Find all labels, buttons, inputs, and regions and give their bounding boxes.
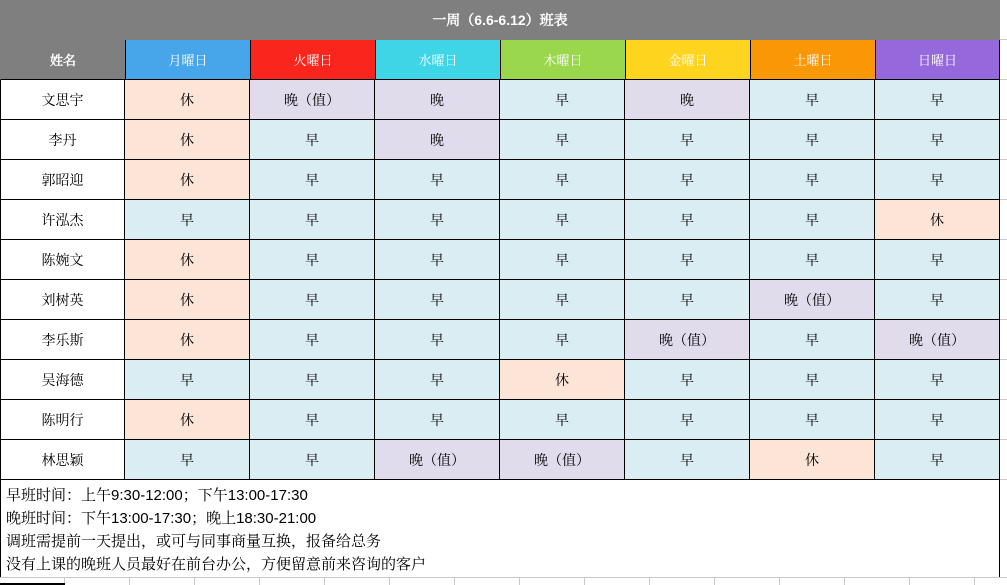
note-morning-shift-hours[interactable]: 早班时间：上午9:30-12:00；下午13:00-17:30 <box>6 487 308 504</box>
note-front-desk-rule[interactable]: 没有上课的晚班人员最好在前台办公，方便留意前来咨询的客户 <box>6 556 427 573</box>
table-row <box>0 200 1000 240</box>
shift-cell[interactable]: 早 <box>875 240 1000 280</box>
shift-cell[interactable]: 休 <box>875 200 1000 240</box>
employee-name-cell[interactable]: 陈明行 <box>0 400 125 440</box>
employee-name-cell[interactable]: 李丹 <box>0 120 125 160</box>
shift-cell[interactable]: 早 <box>875 280 1000 320</box>
shift-cell[interactable]: 早 <box>500 120 625 160</box>
shift-cell[interactable]: 早 <box>625 160 750 200</box>
shift-cell[interactable]: 早 <box>625 280 750 320</box>
bottom-gridline-strip <box>0 578 1007 585</box>
shift-cell[interactable]: 早 <box>500 80 625 120</box>
name-column-header[interactable]: 姓名 <box>0 40 125 80</box>
shift-cell[interactable]: 早 <box>250 280 375 320</box>
shift-cell[interactable]: 晚（值） <box>250 80 375 120</box>
shift-cell[interactable]: 晚（值） <box>750 280 875 320</box>
shift-cell[interactable]: 早 <box>375 360 500 400</box>
shift-cell[interactable]: 休 <box>125 80 250 120</box>
employee-name-cell[interactable]: 陈婉文 <box>0 240 125 280</box>
day-header-sunday[interactable]: 日曜日 <box>875 40 1000 80</box>
day-header-saturday[interactable]: 土曜日 <box>750 40 875 80</box>
shift-cell[interactable]: 晚（值） <box>625 320 750 360</box>
shift-cell[interactable]: 早 <box>625 240 750 280</box>
shift-cell[interactable]: 早 <box>500 400 625 440</box>
schedule-title[interactable]: 一周（6.6-6.12）班表 <box>0 0 1000 40</box>
shift-cell[interactable]: 早 <box>375 240 500 280</box>
shift-cell[interactable]: 早 <box>375 160 500 200</box>
shift-cell[interactable]: 早 <box>250 400 375 440</box>
shift-cell[interactable]: 早 <box>250 360 375 400</box>
shift-cell[interactable]: 早 <box>875 440 1000 480</box>
shift-cell[interactable]: 早 <box>250 120 375 160</box>
table-row <box>0 240 1000 280</box>
shift-cell[interactable]: 晚（值） <box>375 440 500 480</box>
table-row <box>0 360 1000 400</box>
employee-name-cell[interactable]: 许泓杰 <box>0 200 125 240</box>
shift-cell[interactable]: 休 <box>125 160 250 200</box>
shift-cell[interactable]: 早 <box>625 400 750 440</box>
employee-name-cell[interactable]: 郭昭迎 <box>0 160 125 200</box>
shift-cell[interactable]: 早 <box>125 200 250 240</box>
shift-cell[interactable]: 早 <box>875 120 1000 160</box>
shift-cell[interactable]: 早 <box>375 400 500 440</box>
shift-cell[interactable]: 休 <box>125 120 250 160</box>
shift-cell[interactable]: 早 <box>250 200 375 240</box>
shift-cell[interactable]: 早 <box>500 320 625 360</box>
table-row <box>0 160 1000 200</box>
shift-cell[interactable]: 早 <box>500 200 625 240</box>
shift-cell[interactable]: 早 <box>625 200 750 240</box>
employee-name-cell[interactable]: 吴海德 <box>0 360 125 400</box>
table-row <box>0 320 1000 360</box>
shift-cell[interactable]: 早 <box>375 280 500 320</box>
shift-cell[interactable]: 休 <box>750 440 875 480</box>
shift-cell[interactable]: 早 <box>500 240 625 280</box>
shift-cell[interactable]: 早 <box>250 160 375 200</box>
day-header-monday[interactable]: 月曜日 <box>125 40 250 80</box>
shift-cell[interactable]: 早 <box>125 360 250 400</box>
employee-name-cell[interactable]: 林思颖 <box>0 440 125 480</box>
day-header-friday[interactable]: 金曜日 <box>625 40 750 80</box>
shift-cell[interactable]: 晚（值） <box>500 440 625 480</box>
shift-cell[interactable]: 早 <box>250 240 375 280</box>
shift-cell[interactable]: 早 <box>750 240 875 280</box>
day-header-wednesday[interactable]: 水曜日 <box>375 40 500 80</box>
shift-cell[interactable]: 早 <box>625 440 750 480</box>
shift-cell[interactable]: 早 <box>250 440 375 480</box>
employee-name-cell[interactable]: 刘树英 <box>0 280 125 320</box>
shift-cell[interactable]: 早 <box>875 360 1000 400</box>
table-row <box>0 440 1000 480</box>
table-row <box>0 400 1000 440</box>
shift-cell[interactable]: 早 <box>375 200 500 240</box>
shift-cell[interactable]: 早 <box>750 120 875 160</box>
shift-cell[interactable]: 早 <box>750 320 875 360</box>
table-row <box>0 80 1000 120</box>
shift-cell[interactable]: 早 <box>875 400 1000 440</box>
day-header-tuesday[interactable]: 火曜日 <box>250 40 375 80</box>
shift-cell[interactable]: 休 <box>125 320 250 360</box>
table-row <box>0 120 1000 160</box>
employee-name-cell[interactable]: 文思宇 <box>0 80 125 120</box>
shift-cell[interactable]: 晚（值） <box>875 320 1000 360</box>
shift-cell[interactable]: 休 <box>125 280 250 320</box>
shift-cell[interactable]: 早 <box>750 400 875 440</box>
shift-cell[interactable]: 早 <box>750 80 875 120</box>
table-row <box>0 280 1000 320</box>
shift-cell[interactable]: 早 <box>125 440 250 480</box>
shift-cell[interactable]: 早 <box>625 360 750 400</box>
shift-cell[interactable]: 早 <box>750 200 875 240</box>
employee-name-cell[interactable]: 李乐斯 <box>0 320 125 360</box>
shift-cell[interactable]: 早 <box>500 280 625 320</box>
note-evening-shift-hours[interactable]: 晚班时间：下午13:00-17:30；晚上18:30-21:00 <box>6 510 317 527</box>
shift-cell[interactable]: 早 <box>875 80 1000 120</box>
shift-cell[interactable]: 早 <box>375 320 500 360</box>
note-shift-change-rule[interactable]: 调班需提前一天提出，或可与同事商量互换，报备给总务 <box>6 533 382 550</box>
shift-cell[interactable]: 休 <box>500 360 625 400</box>
shift-cell[interactable]: 晚 <box>625 80 750 120</box>
shift-cell[interactable]: 早 <box>750 160 875 200</box>
shift-cell[interactable]: 晚 <box>375 80 500 120</box>
notes-block <box>0 480 1000 577</box>
table-header-row <box>0 40 1000 80</box>
shift-cell[interactable]: 休 <box>125 240 250 280</box>
shift-cell[interactable]: 早 <box>750 360 875 400</box>
shift-cell[interactable]: 早 <box>500 160 625 200</box>
table-body <box>0 80 1000 480</box>
shift-cell[interactable]: 晚 <box>375 120 500 160</box>
shift-cell[interactable]: 休 <box>125 400 250 440</box>
day-header-thursday[interactable]: 木曜日 <box>500 40 625 80</box>
shift-cell[interactable]: 早 <box>250 320 375 360</box>
shift-cell[interactable]: 早 <box>875 160 1000 200</box>
right-gridline-strip <box>1000 0 1007 481</box>
shift-cell[interactable]: 早 <box>625 120 750 160</box>
